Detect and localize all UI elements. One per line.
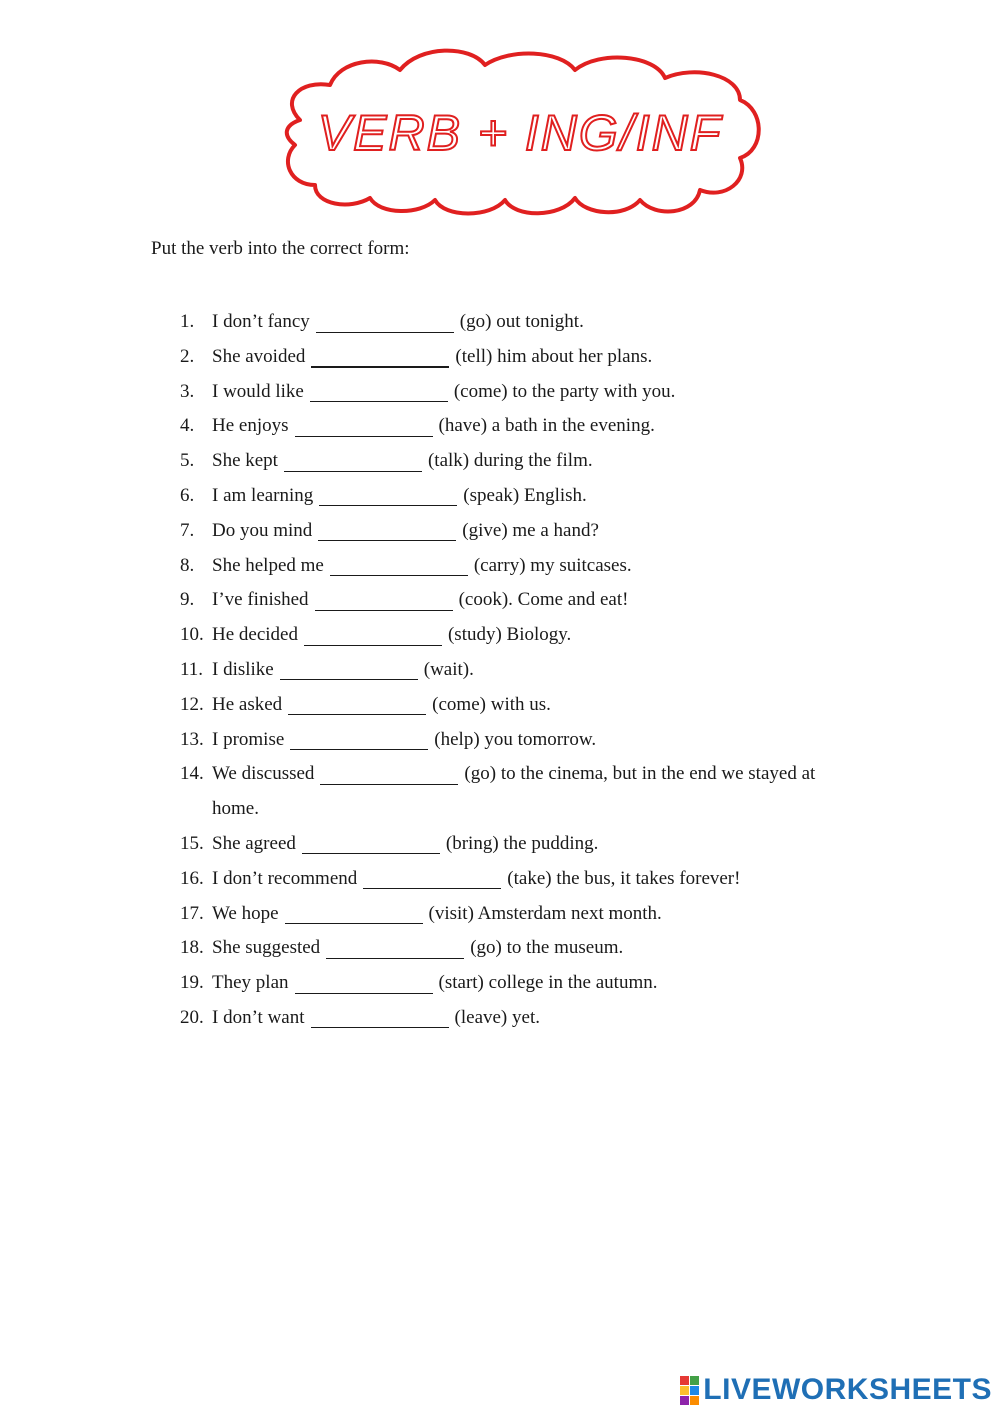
sentence-start: I don’t want [212, 1006, 305, 1028]
sentence-end: (go) out tonight. [459, 311, 584, 332]
exercise-sentence [212, 931, 880, 966]
sentence-end: (have) a bath in the evening. [438, 415, 655, 437]
exercise-number: 15. [180, 832, 204, 854]
sentence-start: He asked [212, 693, 283, 715]
answer-blank-8[interactable] [330, 555, 468, 576]
exercise-sentence [212, 1001, 880, 1036]
sentence-end: (cook). Come and eat! [458, 589, 629, 611]
exercise-number: 13. [180, 728, 204, 750]
exercise-number: 10. [180, 624, 204, 646]
exercise-number: 20. [180, 1006, 204, 1028]
exercise-sentence [212, 305, 880, 340]
answer-blank-18[interactable] [326, 938, 464, 959]
logo-square [690, 1396, 699, 1405]
exercise-number: 11. [180, 658, 204, 680]
exercise-number: 2. [180, 345, 195, 367]
exercise-sentence [212, 688, 880, 723]
sentence-start: She kept [212, 450, 278, 472]
exercise-item [180, 688, 880, 723]
sentence-end: (go) to the museum. [470, 937, 624, 959]
sentence-start: She helped me [212, 554, 324, 576]
exercise-item [180, 618, 880, 653]
exercise-list [180, 305, 880, 1036]
sentence-start: I’ve finished [212, 589, 309, 611]
exercise-sentence [212, 479, 880, 514]
exercise-sentence [212, 897, 880, 932]
exercise-item [180, 375, 880, 410]
sentence-continuation: home. [212, 798, 259, 820]
exercise-item [180, 653, 880, 688]
sentence-start: She avoided [212, 345, 306, 367]
answer-blank-15[interactable] [302, 833, 440, 854]
sentence-end: (speak) English. [463, 484, 587, 506]
exercise-sentence [212, 618, 880, 653]
answer-blank-12[interactable] [288, 694, 426, 715]
exercise-number: 6. [180, 484, 195, 506]
sentence-end: (help) you tomorrow. [434, 728, 597, 750]
exercise-number: 7. [180, 519, 195, 541]
title-text: VERB + ING/INF [317, 105, 723, 161]
exercise-number: 18. [180, 937, 204, 959]
answer-blank-13[interactable] [290, 729, 428, 750]
sentence-end: (leave) yet. [454, 1006, 540, 1028]
sentence-end: (take) the bus, it takes forever! [507, 867, 741, 889]
sentence-end: (tell) him about her plans. [455, 345, 653, 367]
answer-blank-5[interactable] [284, 451, 422, 472]
answer-blank-17[interactable] [285, 903, 423, 924]
sentence-start: She suggested [212, 937, 321, 959]
sentence-end: (wait). [423, 658, 474, 680]
exercise-sentence [212, 444, 880, 479]
sentence-start: I don’t recommend [212, 867, 358, 889]
sentence-end: (bring) the pudding. [445, 832, 599, 854]
sentence-end: (carry) my suitcases. [473, 554, 632, 576]
sentence-start: I promise [212, 728, 285, 750]
exercise-sentence [212, 340, 880, 375]
answer-blank-20[interactable] [311, 1007, 449, 1028]
sentence-start: Do you mind [212, 519, 313, 541]
sentence-end: (visit) Amsterdam next month. [428, 902, 662, 924]
exercise-item [180, 723, 880, 758]
exercise-sentence [212, 549, 880, 584]
liveworksheets-logo-icon [680, 1376, 699, 1405]
exercise-sentence [212, 514, 880, 549]
exercise-sentence [212, 375, 880, 410]
answer-blank-19[interactable] [295, 973, 433, 994]
instructions-text: Put the verb into the correct form: [151, 238, 410, 259]
exercise-sentence [212, 757, 880, 827]
logo-square [680, 1376, 689, 1385]
sentence-start: He enjoys [212, 415, 289, 437]
exercise-item [180, 827, 880, 862]
answer-blank-3[interactable] [310, 381, 448, 402]
sentence-start: He decided [212, 624, 298, 646]
liveworksheets-logo [680, 1373, 992, 1407]
sentence-end: (talk) during the film. [427, 450, 593, 472]
sentence-start: I don’t fancy [212, 311, 310, 332]
sentence-end: (start) college in the autumn. [438, 972, 658, 994]
sentence-start: I would like [212, 380, 304, 402]
exercise-item [180, 966, 880, 1001]
exercise-sentence [212, 583, 880, 618]
title-cloud-drawing [270, 40, 770, 220]
exercise-number: 19. [180, 972, 204, 994]
exercise-number: 17. [180, 902, 204, 924]
exercise-number: 5. [180, 450, 195, 472]
exercise-sentence [212, 862, 880, 897]
exercise-number: 1. [180, 311, 195, 332]
logo-square [680, 1396, 689, 1405]
exercise-item [180, 757, 880, 827]
exercise-item [180, 340, 880, 375]
exercise-item [180, 583, 880, 618]
exercise-number: 14. [180, 763, 204, 785]
exercise-number: 3. [180, 380, 195, 402]
sentence-end: (come) with us. [432, 693, 551, 715]
sentence-start: We discussed [212, 763, 315, 785]
exercise-item [180, 862, 880, 897]
sentence-end: (study) Biology. [447, 624, 572, 646]
sentence-end: (come) to the party with you. [453, 380, 676, 402]
exercise-item [180, 479, 880, 514]
logo-square [690, 1386, 699, 1395]
exercise-item [180, 1001, 880, 1036]
exercise-sentence [212, 827, 880, 862]
sentence-start: I dislike [212, 658, 274, 680]
logo-square [690, 1376, 699, 1385]
sentence-end: (give) me a hand? [462, 519, 599, 541]
answer-blank-2[interactable] [311, 346, 449, 368]
answer-blank-9[interactable] [315, 590, 453, 611]
answer-blank-7[interactable] [318, 520, 456, 541]
sentence-start: We hope [212, 902, 279, 924]
exercise-item [180, 897, 880, 932]
logo-square [680, 1386, 689, 1395]
answer-blank-6[interactable] [319, 485, 457, 506]
exercise-number: 16. [180, 867, 204, 889]
sentence-start: I am learning [212, 484, 314, 506]
sentence-start: She agreed [212, 832, 296, 854]
exercise-item [180, 409, 880, 444]
answer-blank-4[interactable] [295, 416, 433, 437]
exercise-item [180, 931, 880, 966]
exercise-item [180, 305, 880, 340]
answer-blank-10[interactable] [304, 625, 442, 646]
exercise-number: 4. [180, 415, 195, 437]
exercise-number: 12. [180, 693, 204, 715]
exercise-item [180, 514, 880, 549]
sentence-start: They plan [212, 972, 289, 994]
exercise-sentence [212, 409, 880, 444]
logo-text: LIVEWORKSHEETS [703, 1373, 992, 1406]
answer-blank-1[interactable] [316, 312, 454, 333]
exercise-item [180, 549, 880, 584]
sentence-end: (go) to the cinema, but in the end we stayed at [464, 763, 816, 785]
exercise-item [180, 444, 880, 479]
exercise-sentence [212, 966, 880, 1001]
answer-blank-16[interactable] [363, 868, 501, 889]
answer-blank-14[interactable] [320, 764, 458, 785]
answer-blank-11[interactable] [280, 659, 418, 680]
exercise-number: 9. [180, 589, 195, 611]
exercise-sentence [212, 653, 880, 688]
exercise-sentence [212, 723, 880, 758]
exercise-number: 8. [180, 554, 195, 576]
